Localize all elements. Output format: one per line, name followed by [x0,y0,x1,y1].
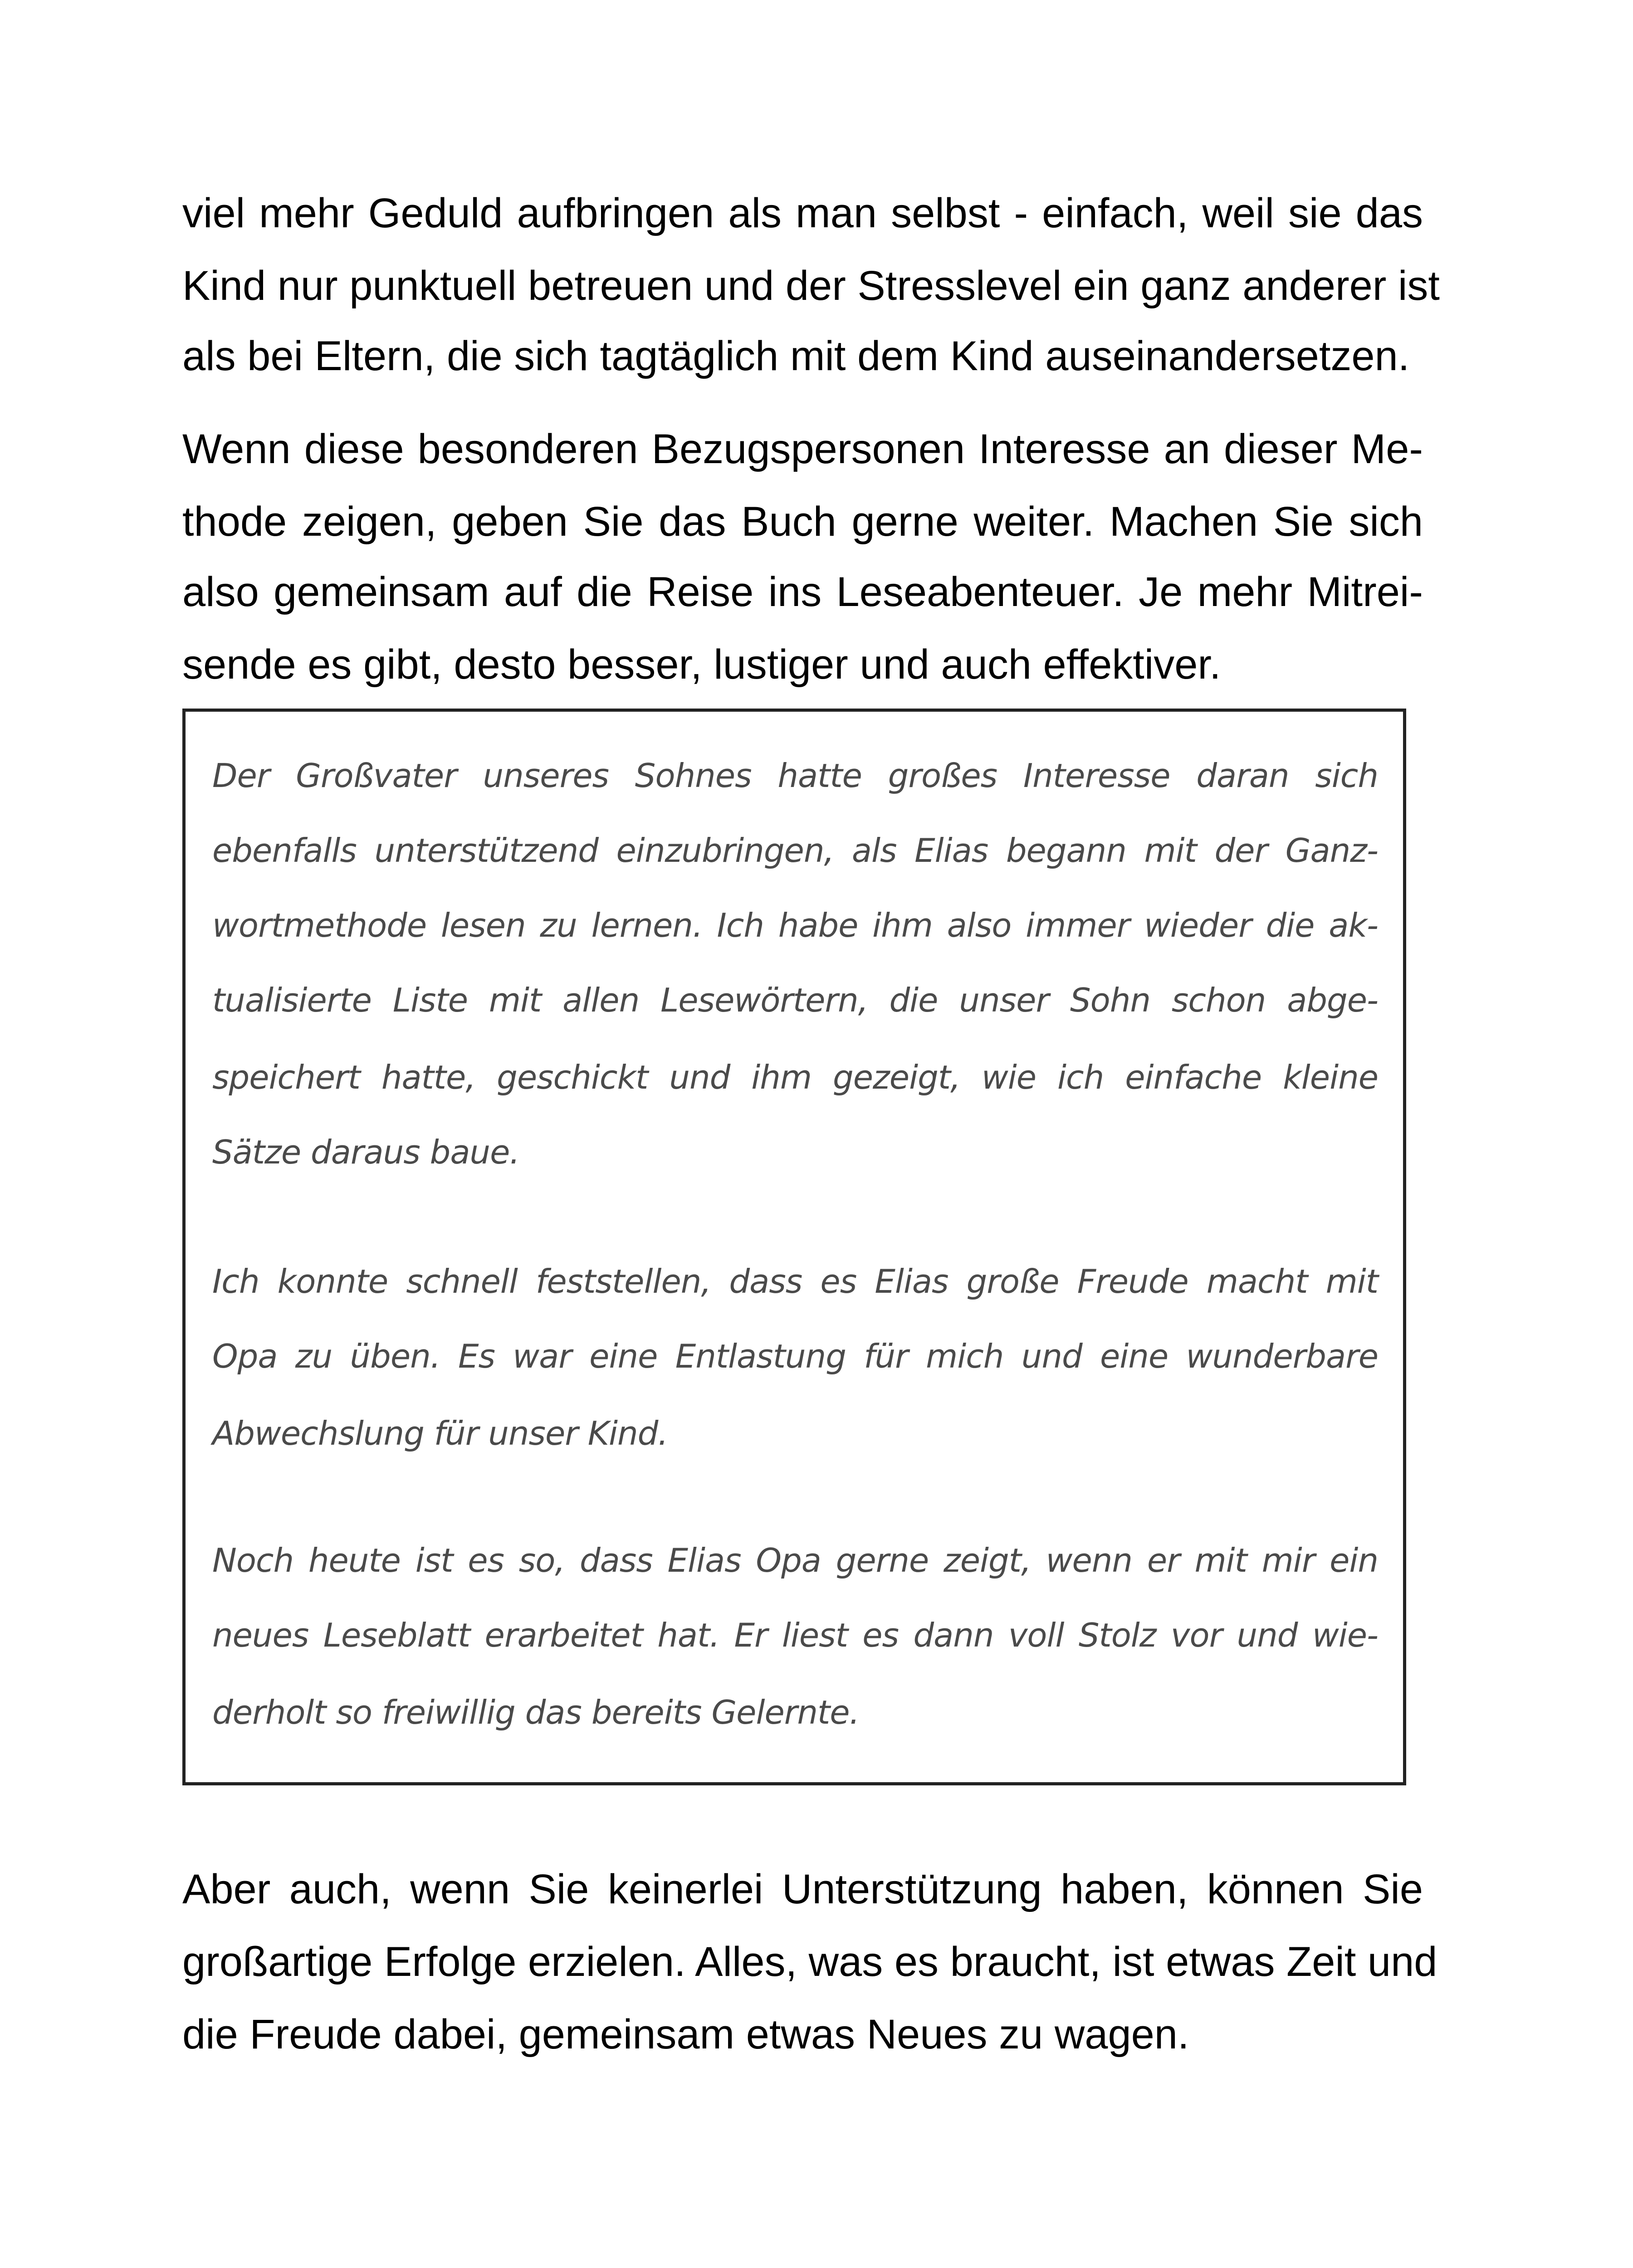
paragraph-2-line-3: also gemeinsam auf die Reise ins Leseabenteuer. Je mehr Mitrei- [182,569,1423,615]
anecdote-paragraph-1-line-1: Der Großvater unseres Sohnes hatte großes Interesse daran sich [212,757,1378,795]
anecdote-paragraph-3-line-1: Noch heute ist es so, dass Elias Opa gerne zeigt, wenn er mit mir ein [212,1541,1378,1579]
anecdote-paragraph-1-line-6: Sätze daraus baue. [212,1133,520,1171]
paragraph-2-line-2: thode zeigen, geben Sie das Buch gerne weiter. Machen Sie sich [182,499,1423,545]
paragraph-1-line-3: als bei Eltern, die sich tagtäglich mit dem Kind auseinandersetzen. [182,333,1410,379]
paragraph-3-line-3: die Freude dabei, gemeinsam etwas Neues zu wagen. [182,2011,1189,2058]
paragraph-2-line-4: sende es gibt, desto besser, lustiger und auch effektiver. [182,641,1221,688]
anecdote-paragraph-1-line-2: ebenfalls unterstützend einzubringen, als Elias begann mit der Ganz- [212,831,1378,870]
paragraph-1-line-2: Kind nur punktuell betreuen und der Stresslevel ein ganz anderer ist [182,263,1440,309]
paragraph-3-line-2: großartige Erfolge erzielen. Alles, was es braucht, ist etwas Zeit und [182,1939,1437,1985]
paragraph-1-line-1: viel mehr Geduld aufbringen als man selbst - einfach, weil sie das [182,190,1423,236]
anecdote-paragraph-2-line-1: Ich konnte schnell feststellen, dass es Elias große Freude macht mit [212,1262,1378,1300]
anecdote-paragraph-3-line-2: neues Leseblatt erarbeitet hat. Er liest es dann voll Stolz vor und wie- [212,1616,1378,1654]
anecdote-paragraph-1-line-4: tualisierte Liste mit allen Lesewörtern, die unser Sohn schon abge- [212,981,1378,1019]
anecdote-paragraph-2-line-2: Opa zu üben. Es war eine Entlastung für mich und eine wunderbare [212,1337,1378,1375]
anecdote-paragraph-3-line-3: derholt so freiwillig das bereits Gelernte. [212,1693,860,1731]
anecdote-paragraph-2-line-3: Abwechslung für unser Kind. [212,1414,668,1452]
paragraph-2-line-1: Wenn diese besonderen Bezugspersonen Interesse an dieser Me- [182,426,1423,472]
paragraph-3-line-1: Aber auch, wenn Sie keinerlei Unterstützung haben, können Sie [182,1866,1423,1912]
anecdote-paragraph-1-line-5: speichert hatte, geschickt und ihm gezeigt, wie ich einfache kleine [212,1058,1378,1096]
anecdote-paragraph-1-line-3: wortmethode lesen zu lernen. Ich habe ihm also immer wieder die ak- [212,906,1378,944]
